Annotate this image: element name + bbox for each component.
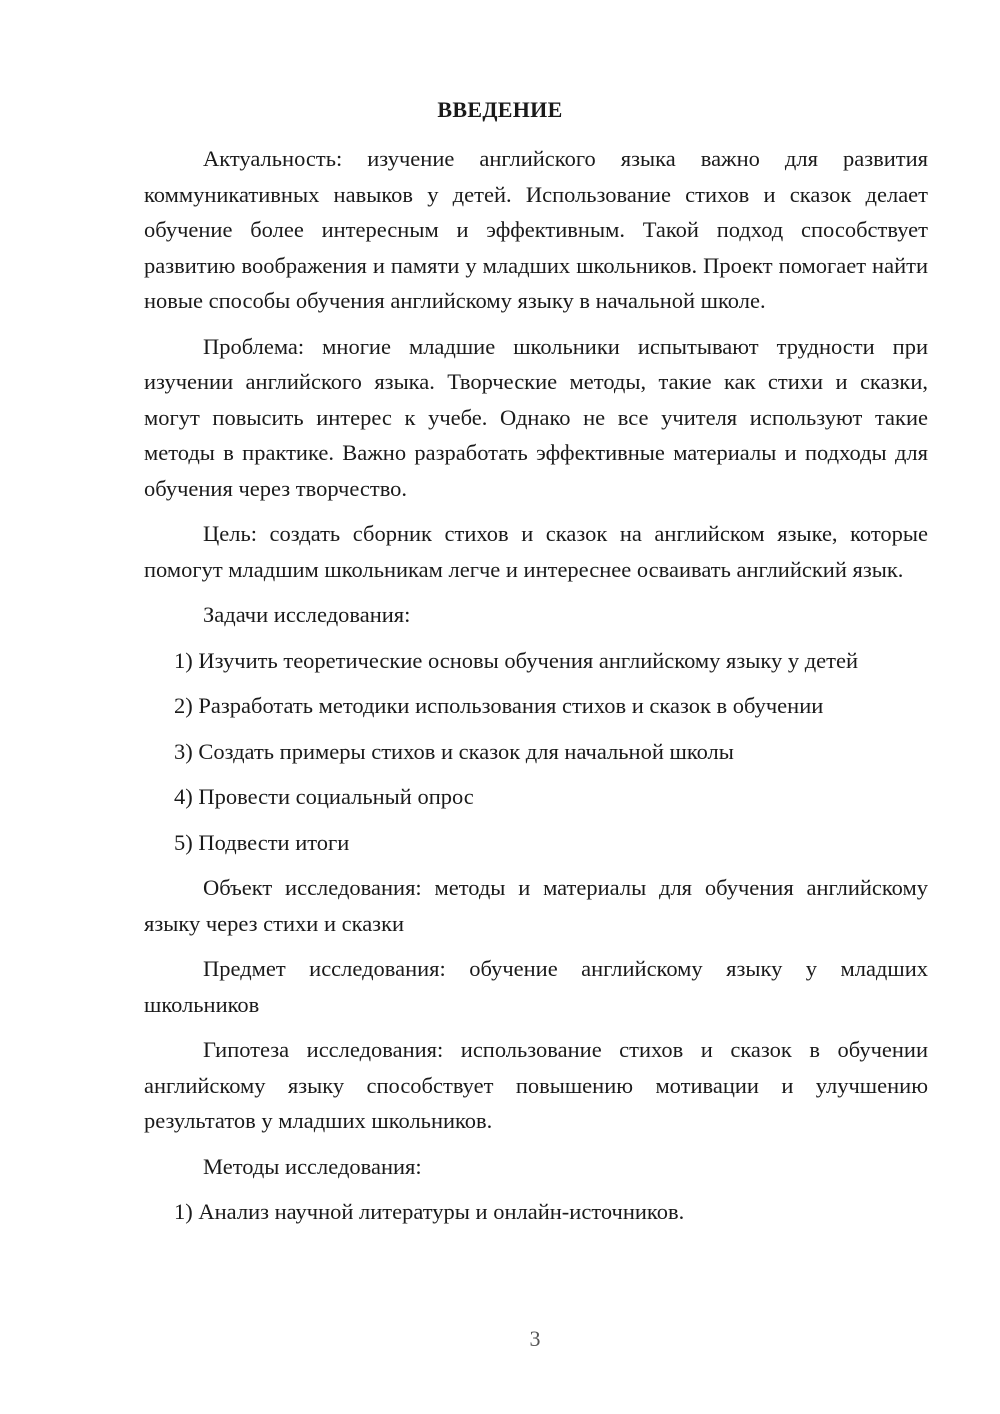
- goal-paragraph: Цель: создать сборник стихов и сказок на английском языке, которые помогут младшим школьникам легче и интереснее осваивать английский язык.: [144, 521, 928, 582]
- task-item: 1) Изучить теоретические основы обучения английскому языку у детей: [174, 647, 859, 673]
- subject-paragraph: Предмет исследования: обучение английскому языку у младших школьников: [144, 956, 928, 1017]
- task-item: 5) Подвести итоги: [174, 829, 350, 855]
- document-body: [144, 141, 928, 1240]
- task-item: 2) Разработать методики использования стихов и сказок в обучении: [174, 693, 824, 718]
- section-heading: ВВЕДЕНИЕ: [437, 97, 563, 122]
- hypothesis-paragraph: Гипотеза исследования: использование стихов и сказок в обучении английскому языку способствует повышению мотивации и улучшению результатов у младших школьников.: [144, 1037, 928, 1133]
- object-paragraph: Объект исследования: методы и материалы для обучения английскому языку через стихи и сказки: [144, 875, 928, 936]
- task-item: 3) Создать примеры стихов и сказок для начальной школы: [174, 738, 734, 764]
- relevance-paragraph: Актуальность: изучение английского языка важно для развития коммуникативных навыков у детей. Использование стихов и сказок делает обучение более интересным и эффективным. Такой подход способствует развитию воображения и памяти у младших школьников. Проект помогает найти новые способы обучения английскому языку в начальной школе.: [144, 146, 928, 313]
- method-item: 1) Анализ научной литературы и онлайн-источников.: [174, 1199, 685, 1224]
- methods-title: Методы исследования:: [203, 1153, 422, 1179]
- problem-paragraph: Проблема: многие младшие школьники испытывают трудности при изучении английского языка. Творческие методы, такие как стихи и сказки, могут повысить интерес к учебе. Однако не все учителя используют такие методы в практике. Важно разработать эффективные материалы и подходы для обучения через творчество.: [144, 333, 928, 501]
- task-item: 4) Провести социальный опрос: [174, 784, 474, 809]
- tasks-title: Задачи исследования:: [203, 602, 411, 627]
- page-number: 3: [529, 1326, 541, 1351]
